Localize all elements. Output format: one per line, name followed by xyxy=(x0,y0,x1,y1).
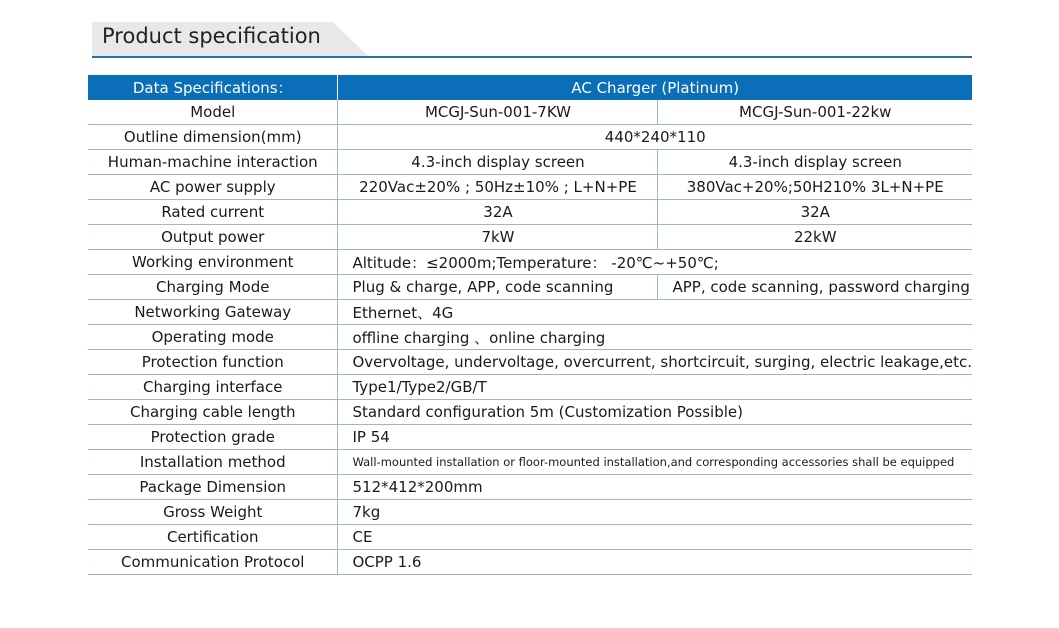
spec-value: Altitude：≤2000m;Temperature： -20℃~+50℃; xyxy=(338,250,972,275)
page-title: Product specification xyxy=(102,24,321,48)
spec-label: Model xyxy=(88,100,338,125)
spec-label: Communication Protocol xyxy=(88,550,338,575)
spec-value: 440*240*110 xyxy=(338,125,972,150)
spec-value-22kw: 4.3-inch display screen xyxy=(658,150,972,175)
spec-value-7kw: Plug & charge, APP, code scanning xyxy=(338,275,658,300)
table-row xyxy=(88,450,972,475)
table-row xyxy=(88,200,972,225)
table-row xyxy=(88,400,972,425)
spec-label: Protection grade xyxy=(88,425,338,450)
spec-label: Charging interface xyxy=(88,375,338,400)
spec-value-22kw: APP, code scanning, password charging xyxy=(658,275,972,300)
spec-label: Networking Gateway xyxy=(88,300,338,325)
spec-value-22kw: 22kW xyxy=(658,225,972,250)
spec-value: 512*412*200mm xyxy=(338,475,972,500)
spec-value-7kw: 220Vac±20% ; 50Hz±10% ; L+N+PE xyxy=(338,175,658,200)
table-row xyxy=(88,525,972,550)
table-row xyxy=(88,125,972,150)
spec-value: Ethernet、4G xyxy=(338,300,972,325)
spec-value-22kw: 380Vac+20%;50H210% 3L+N+PE xyxy=(658,175,972,200)
header-product: AC Charger (Platinum) xyxy=(338,75,972,100)
spec-value: Standard configuration 5m (Customization Possible) xyxy=(338,400,972,425)
spec-value: IP 54 xyxy=(338,425,972,450)
table-row xyxy=(88,375,972,400)
spec-label: Charging Mode xyxy=(88,275,338,300)
table-row xyxy=(88,425,972,450)
table-row xyxy=(88,350,972,375)
spec-label: Protection function xyxy=(88,350,338,375)
table-row xyxy=(88,150,972,175)
spec-label: Gross Weight xyxy=(88,500,338,525)
spec-value: Wall-mounted installation or floor-mounted installation,and corresponding accessories shall be equipped xyxy=(338,450,972,475)
table-row xyxy=(88,275,972,300)
spec-label: Installation method xyxy=(88,450,338,475)
table-row xyxy=(88,100,972,125)
spec-value: offline charging 、online charging xyxy=(338,325,972,350)
table-row xyxy=(88,300,972,325)
title-divider xyxy=(92,56,972,58)
spec-value: OCPP 1.6 xyxy=(338,550,972,575)
table-row xyxy=(88,175,972,200)
spec-value: Overvoltage, undervoltage, overcurrent, shortcircuit, surging, electric leakage,etc. xyxy=(338,350,972,375)
spec-value-7kw: 32A xyxy=(338,200,658,225)
spec-value-22kw: MCGJ-Sun-001-22kw xyxy=(658,100,972,125)
table-row xyxy=(88,475,972,500)
spec-label: Working environment xyxy=(88,250,338,275)
spec-label: Outline dimension(mm) xyxy=(88,125,338,150)
spec-label: Certification xyxy=(88,525,338,550)
spec-label: Rated current xyxy=(88,200,338,225)
header-label: Data Specifications： xyxy=(88,75,338,100)
table-row xyxy=(88,225,972,250)
spec-label: Package Dimension xyxy=(88,475,338,500)
spec-value: Type1/Type2/GB/T xyxy=(338,375,972,400)
spec-label: Operating mode xyxy=(88,325,338,350)
spec-label: AC power supply xyxy=(88,175,338,200)
spec-table xyxy=(88,75,972,575)
spec-value-7kw: MCGJ-Sun-001-7KW xyxy=(338,100,658,125)
spec-value-7kw: 7kW xyxy=(338,225,658,250)
table-row xyxy=(88,250,972,275)
spec-label: Charging cable length xyxy=(88,400,338,425)
table-row xyxy=(88,550,972,575)
spec-value: CE xyxy=(338,525,972,550)
spec-label: Output power xyxy=(88,225,338,250)
spec-value: 7kg xyxy=(338,500,972,525)
spec-value-7kw: 4.3-inch display screen xyxy=(338,150,658,175)
spec-label: Human-machine interaction xyxy=(88,150,338,175)
table-row xyxy=(88,500,972,525)
spec-value-22kw: 32A xyxy=(658,200,972,225)
table-header xyxy=(88,75,972,100)
table-row xyxy=(88,325,972,350)
